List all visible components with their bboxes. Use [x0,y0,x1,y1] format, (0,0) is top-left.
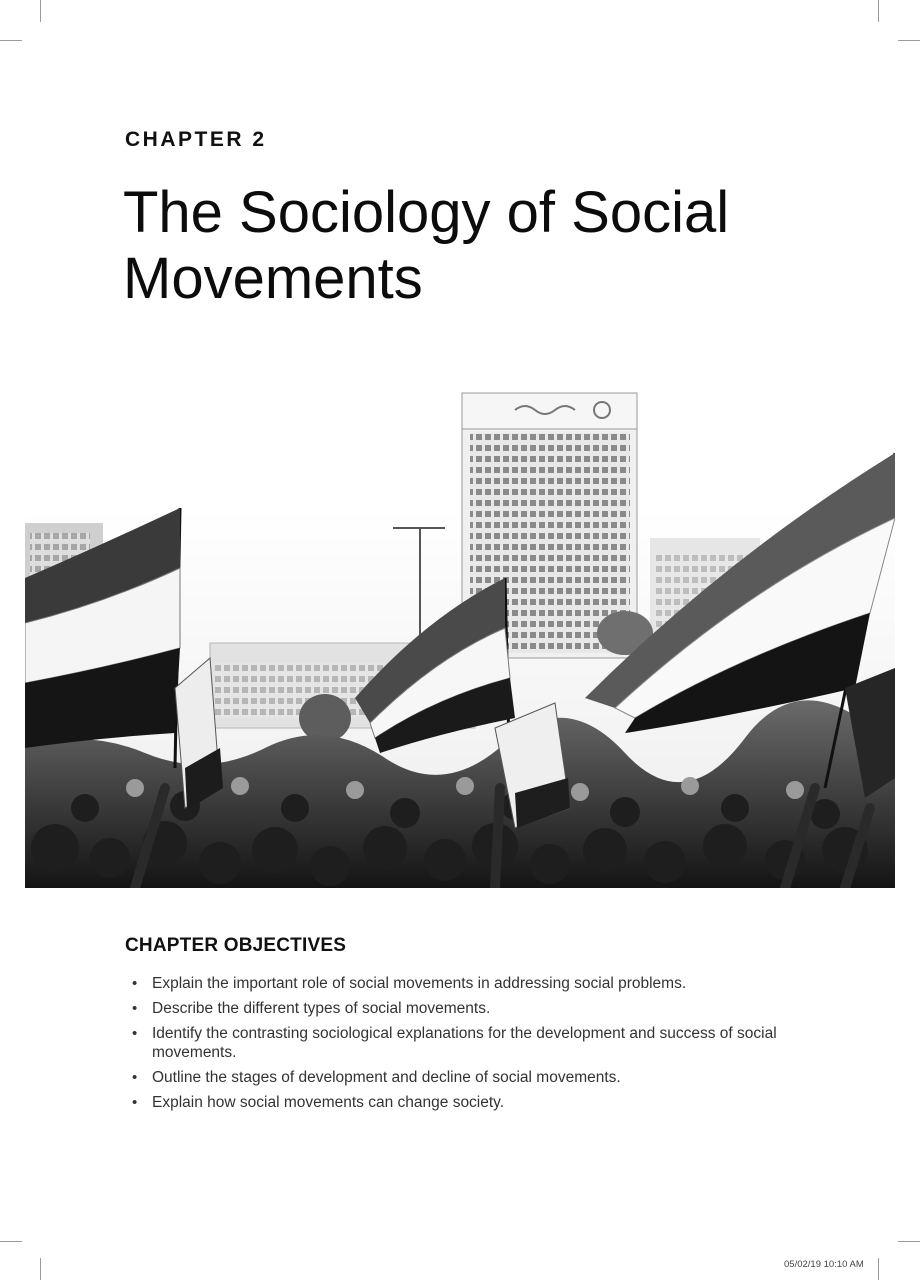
bullet-icon: • [132,975,138,992]
list-item [132,1068,812,1087]
list-item [132,974,812,993]
crop-mark [898,1241,920,1242]
objective-text: Explain how social movements can change society. [152,1094,505,1111]
objective-text: Describe the different types of social movements. [152,1000,491,1017]
chapter-label: CHAPTER 2 [125,128,267,151]
crop-mark [898,40,920,41]
bullet-icon: • [132,1025,138,1042]
objectives-list [132,974,812,1118]
protest-photo [25,388,895,888]
objectives-heading: CHAPTER OBJECTIVES [125,935,347,956]
objective-text: Outline the stages of development and decline of social movements. [152,1069,621,1086]
crop-mark [878,1258,879,1280]
bullet-icon: • [132,1000,138,1017]
bullet-icon: • [132,1094,138,1111]
chapter-title [123,180,823,312]
crop-mark [0,1241,22,1242]
crop-mark [40,1258,41,1280]
print-timestamp: 05/02/19 10:10 AM [784,1259,864,1270]
crop-mark [0,40,22,41]
list-item [132,1093,812,1112]
chapter-title-line-1: The Sociology of Social [123,180,730,245]
objective-text: Explain the important role of social movements in addressing social problems. [152,975,687,992]
bullet-icon: • [132,1069,138,1086]
crop-mark [40,0,41,22]
crop-mark [878,0,879,22]
list-item [132,999,812,1018]
chapter-title-line-2: Movements [123,246,423,311]
list-item [132,1024,812,1062]
objective-text: Identify the contrasting sociological explanations for the development and success of social movements. [152,1025,777,1061]
